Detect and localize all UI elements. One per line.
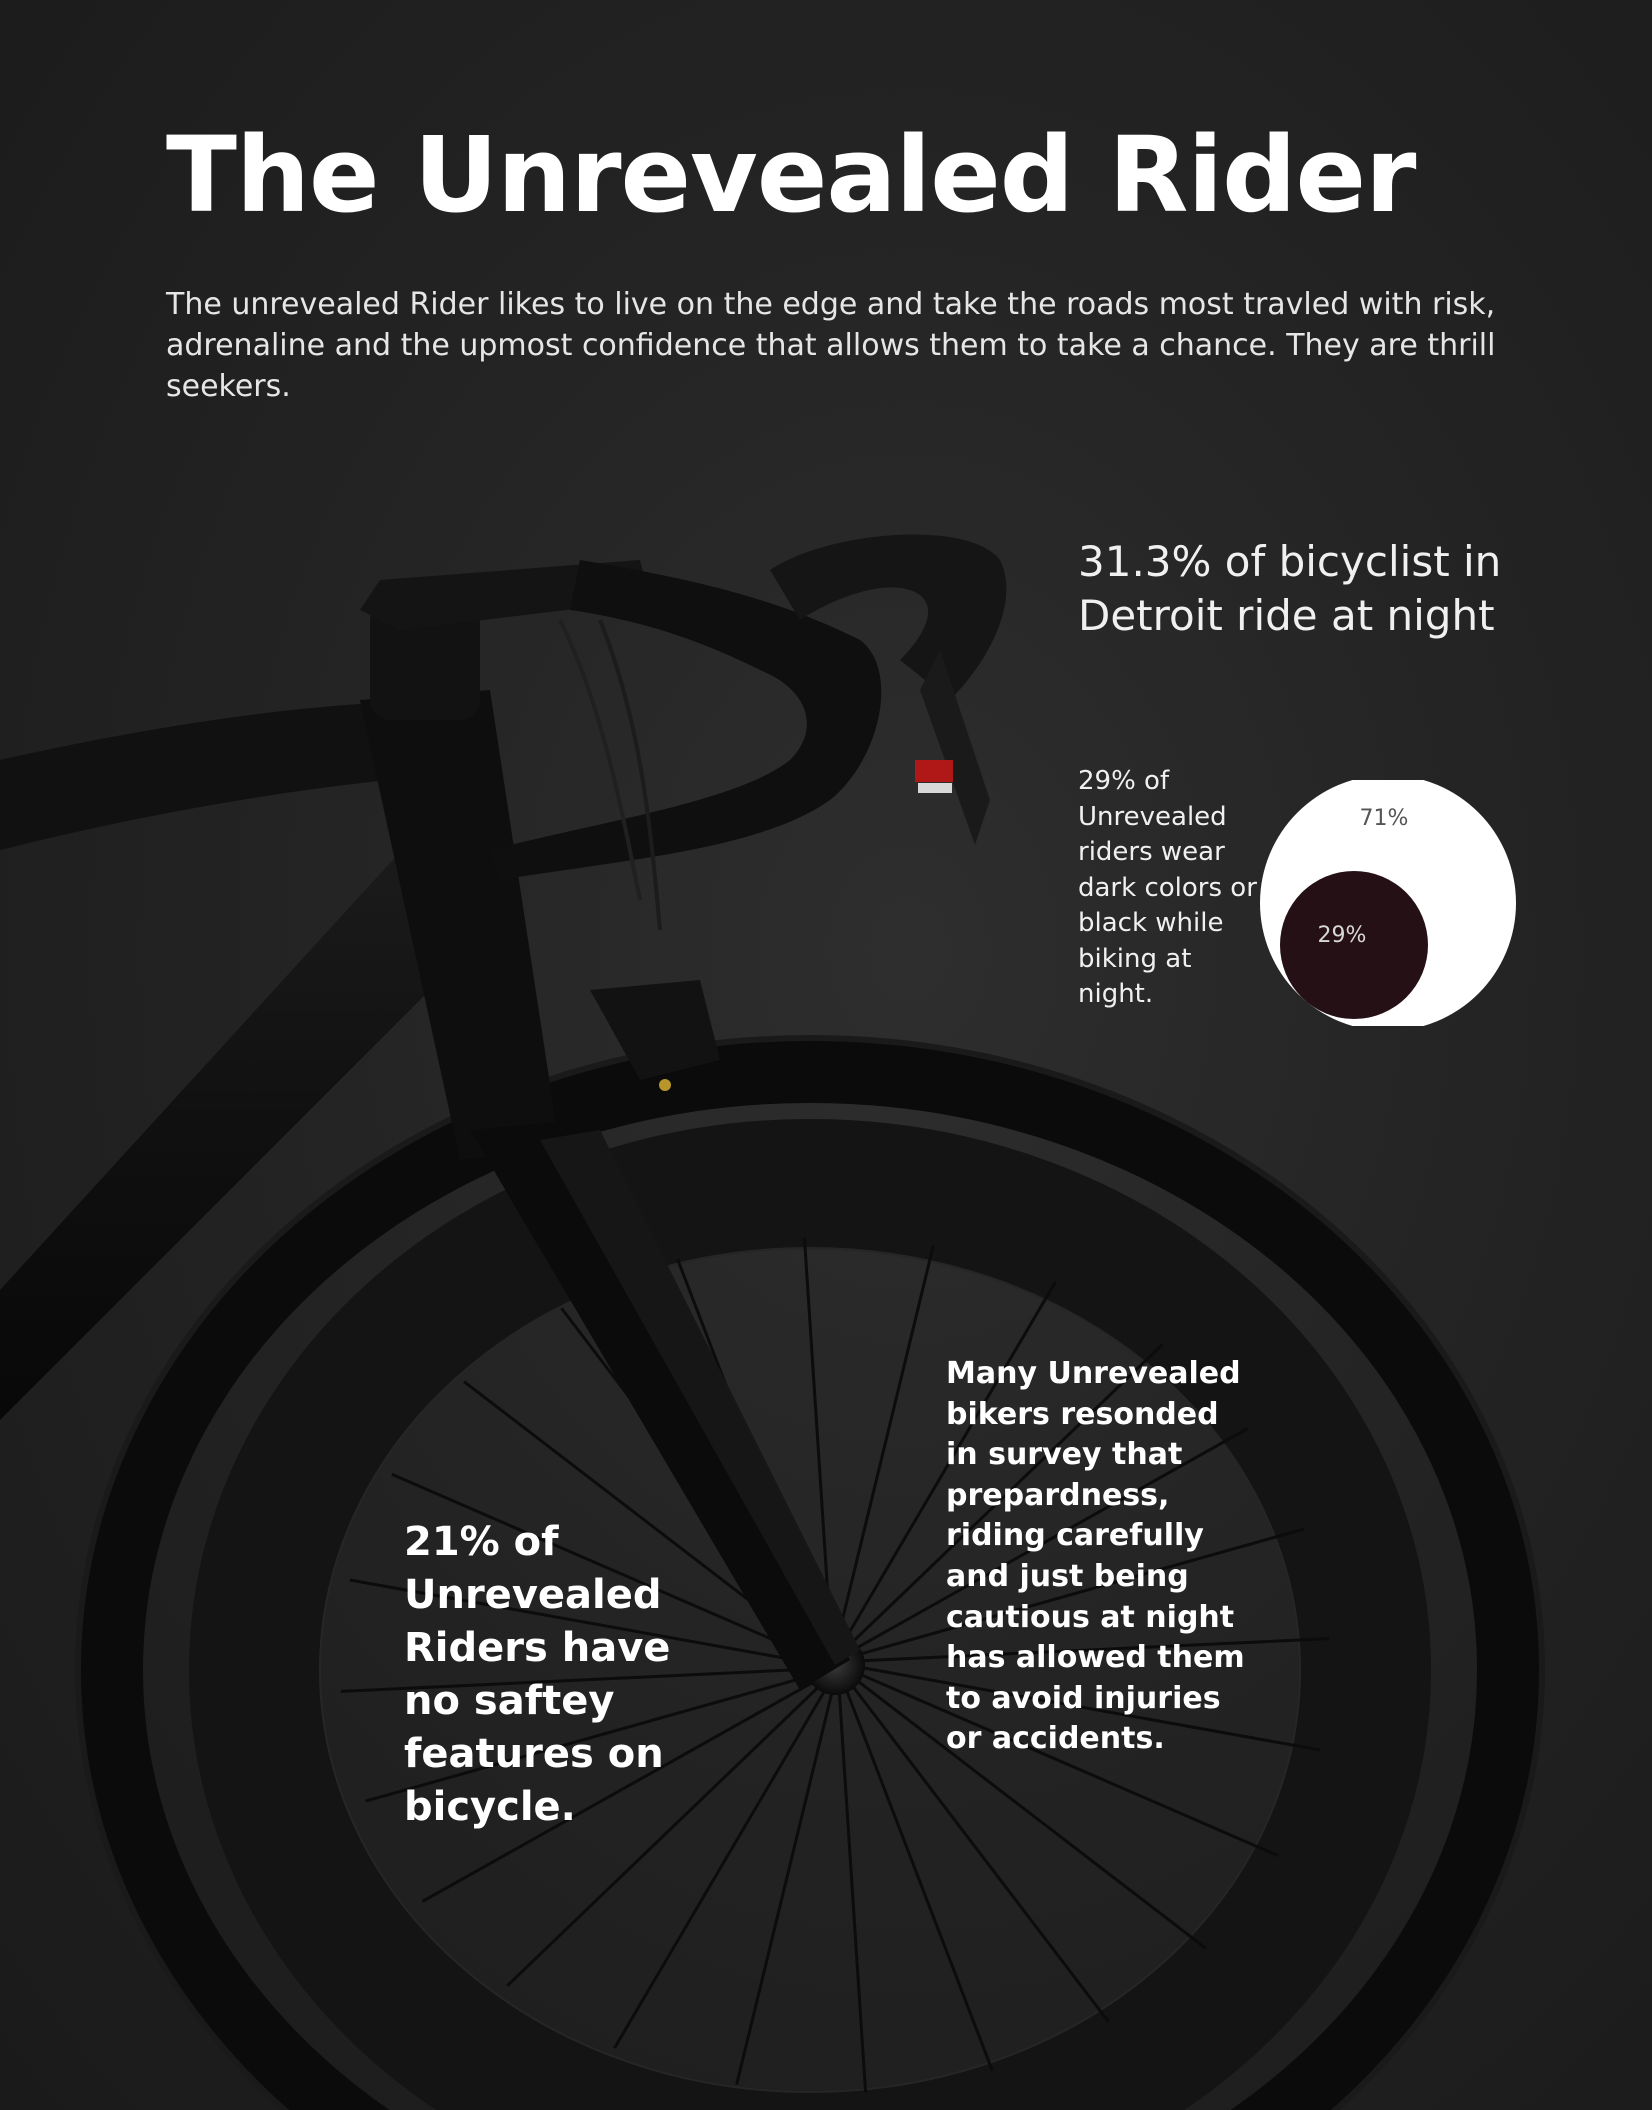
wheel-spoke (839, 1687, 866, 2093)
survey-stat: Many Unrevealed bikers resonded in survey that prepardness, riding carefully and just being cautious at night has allowed them to avoid injuries or accidents. (946, 1356, 1245, 1757)
pie-label-dark: 29% (1317, 923, 1367, 948)
night-riding-stat: 31.3% of bicyclist in Detroit ride at night (1078, 537, 1502, 640)
page-title: The Unrevealed Rider (166, 114, 1416, 236)
wheel-spoke (737, 1687, 834, 2085)
no-safety-features-stat: 21% of Unrevealed Riders have no saftey features on bicycle. (404, 1519, 671, 1830)
intro-paragraph: The unrevealed Rider likes to live on the edge and take the roads most travled with risk, adrenaline and the upmost confidence that allows them to take a chance. They are thrill seekers. (166, 287, 1496, 404)
pie-label-light: 71% (1359, 806, 1409, 831)
dark-colors-chart (1254, 780, 1520, 1026)
dark-colors-stat: 29% of Unrevealed riders wear dark colors or black while biking at night. (1078, 766, 1257, 1009)
wheel-spoke (837, 1246, 934, 1644)
